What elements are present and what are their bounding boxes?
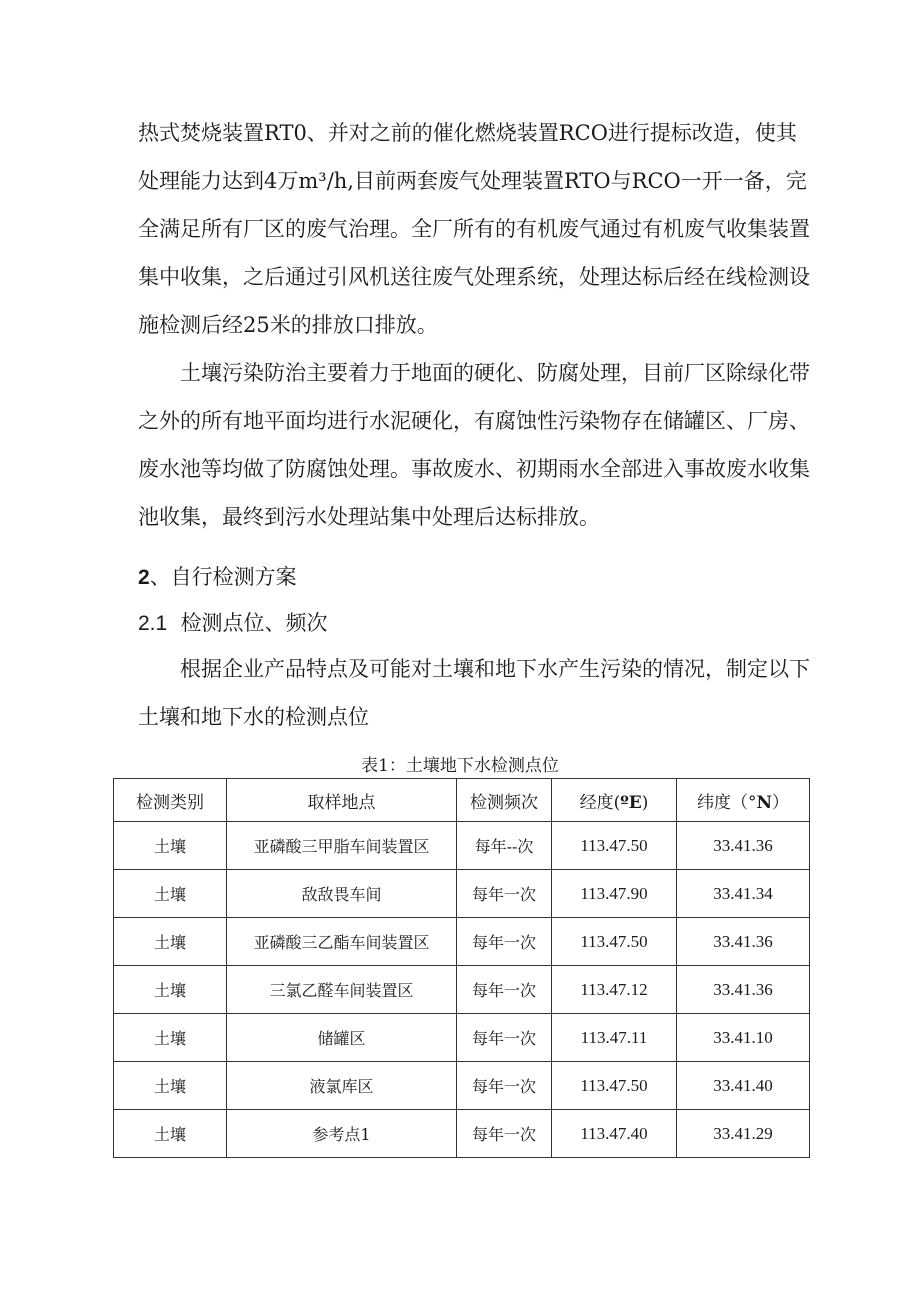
- table-row: [114, 966, 810, 1014]
- table-row: [114, 1062, 810, 1110]
- cell-longitude: 113.47.90: [552, 870, 677, 918]
- header-frequency: 检测频次: [457, 779, 552, 822]
- cell-longitude: 113.47.40: [552, 1110, 677, 1158]
- cell-frequency: 每年一次: [457, 1062, 552, 1110]
- cell-type: 土壤: [114, 870, 227, 918]
- cell-longitude: 113.47.11: [552, 1014, 677, 1062]
- cell-longitude: 113.47.50: [552, 1062, 677, 1110]
- cell-location: 三氯乙醛车间装置区: [227, 966, 457, 1014]
- cell-location: 参考点1: [227, 1110, 457, 1158]
- table-row: [114, 822, 810, 870]
- cell-frequency: 每年一次: [457, 870, 552, 918]
- cell-location: 液氯库区: [227, 1062, 457, 1110]
- cell-type: 土壤: [114, 1014, 227, 1062]
- cell-type: 土壤: [114, 918, 227, 966]
- cell-latitude: 33.41.36: [677, 966, 810, 1014]
- section-number: 2: [138, 566, 150, 589]
- table-row: [114, 870, 810, 918]
- header-longitude: 经度(ºE): [552, 779, 677, 822]
- cell-location: 亚磷酸三甲脂车间装置区: [227, 822, 457, 870]
- subsection-number: 2.1: [138, 612, 168, 635]
- cell-longitude: 113.47.12: [552, 966, 677, 1014]
- cell-latitude: 33.41.29: [677, 1110, 810, 1158]
- cell-frequency: 每年一次: [457, 1110, 552, 1158]
- cell-longitude: 113.47.50: [552, 822, 677, 870]
- table-caption: 表1：土壤地下水检测点位: [361, 756, 559, 776]
- cell-latitude: 33.41.36: [677, 822, 810, 870]
- cell-frequency: 每年一次: [457, 918, 552, 966]
- cell-longitude: 113.47.50: [552, 918, 677, 966]
- cell-latitude: 33.41.36: [677, 918, 810, 966]
- cell-location: 储罐区: [227, 1014, 457, 1062]
- paragraph-intro-table: 根据企业产品特点及可能对土壤和地下水产生污染的情况，制定以下土壤和地下水的检测点位: [138, 657, 810, 729]
- cell-type: 土壤: [114, 966, 227, 1014]
- subsection-title: 检测点位、频次: [180, 611, 328, 635]
- cell-latitude: 33.41.34: [677, 870, 810, 918]
- header-latitude: 纬度（°N）: [677, 779, 810, 822]
- cell-location: 敌敌畏车间: [227, 870, 457, 918]
- table-row: [114, 1110, 810, 1158]
- cell-frequency: 每年--次: [457, 822, 552, 870]
- cell-frequency: 每年一次: [457, 1014, 552, 1062]
- section-heading-2: [138, 557, 297, 598]
- section-title: 、自行检测方案: [149, 565, 297, 589]
- cell-type: 土壤: [114, 1110, 227, 1158]
- table-header-row: [114, 779, 810, 822]
- cell-type: 土壤: [114, 1062, 227, 1110]
- cell-latitude: 33.41.40: [677, 1062, 810, 1110]
- cell-location: 亚磷酸三乙酯车间装置区: [227, 918, 457, 966]
- table-row: [114, 918, 810, 966]
- cell-frequency: 每年一次: [457, 966, 552, 1014]
- cell-latitude: 33.41.10: [677, 1014, 810, 1062]
- paragraph-waste-gas: 热式焚烧装置RT0、并对之前的催化燃烧装置RCO进行提标改造，使其处理能力达到4万m³/h,目前两套废气处理装置RTO与RCO一开一备，完全满足所有厂区的废气治理。全厂所有的有机废气通过有机废气收集装置集中收集，之后通过引风机送往废气处理系统，处理达标后经在线检测设施检测后经25米的排放口排放。: [138, 121, 810, 337]
- subsection-heading-2-1: [138, 603, 328, 644]
- header-type: 检测类别: [114, 779, 227, 822]
- table-row: [114, 1014, 810, 1062]
- header-location: 取样地点: [227, 779, 457, 822]
- monitoring-points-table: [113, 778, 810, 1158]
- cell-type: 土壤: [114, 822, 227, 870]
- paragraph-soil-prevention: 土壤污染防治主要着力于地面的硬化、防腐处理，目前厂区除绿化带之外的所有地平面均进行水泥硬化，有腐蚀性污染物存在储罐区、厂房、废水池等均做了防腐蚀处理。事故废水、初期雨水全部进入事故废水收集池收集，最终到污水处理站集中处理后达标排放。: [138, 361, 810, 529]
